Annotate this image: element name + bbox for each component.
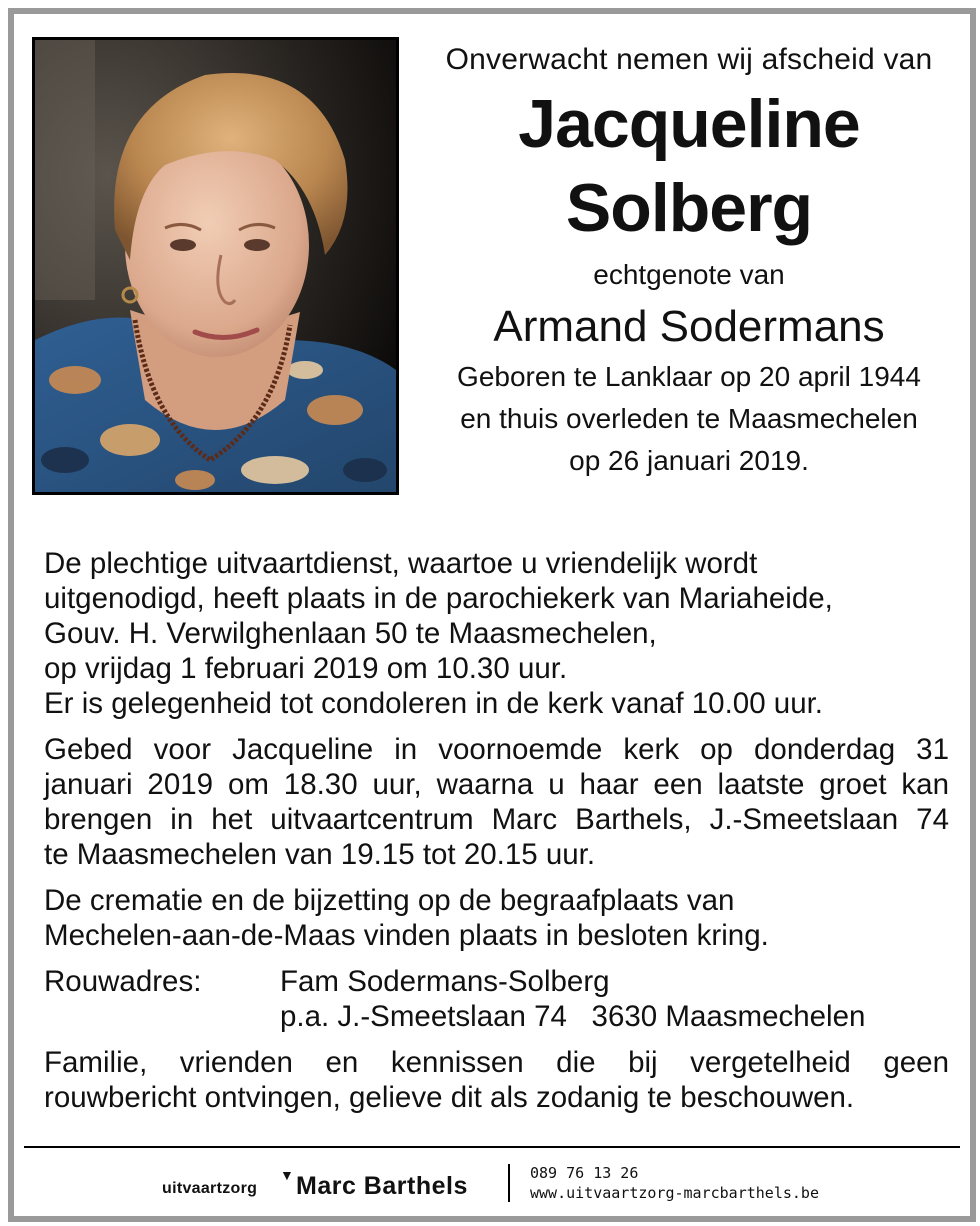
website-link[interactable]: www.uitvaartzorg-marcbarthels.be [530, 1184, 819, 1202]
address-line: p.a. J.-Smeetslaan 74 3630 Maasmechelen [280, 1000, 866, 1033]
portrait-photo [32, 37, 399, 495]
spouse-intro: echtgenote van [593, 259, 785, 290]
obituary-card [8, 8, 976, 1222]
closing-line: Familie, vrienden en kennissen die bij vergetelheid geen [44, 1046, 949, 1079]
mourning-address [44, 964, 949, 1034]
life-line: Geboren te Lanklaar op 20 april 1944 [457, 361, 921, 392]
footer [14, 1154, 970, 1209]
footer-separator [508, 1164, 510, 1202]
life-line: op 26 januari 2019. [569, 445, 809, 476]
prayer-line: brengen in het uitvaartcentrum Marc Barthels, J.-Smeetslaan 74 [44, 803, 949, 836]
prayer-line: Gebed voor Jacqueline in voornoemde kerk op donderdag 31 [44, 733, 949, 766]
service-line: uitgenodigd, heeft plaats in de parochiekerk van Mariaheide, [44, 582, 833, 615]
address-line: Fam Sodermans-Solberg [280, 965, 610, 998]
body-text [44, 546, 949, 1126]
phone-number: 089 76 13 26 [530, 1164, 639, 1182]
service-line: op vrijdag 1 februari 2019 om 10.30 uur. [44, 652, 568, 685]
address-lines [280, 964, 865, 1034]
portrait-illustration [35, 40, 396, 492]
spouse-name: Armand Sodermans [493, 302, 885, 351]
brand-prefix: uitvaartzorg [162, 1180, 258, 1197]
service-line: De plechtige uitvaartdienst, waartoe u vriendelijk wordt [44, 547, 758, 580]
footer-divider [24, 1146, 960, 1148]
deceased-first-name: Jacqueline [518, 86, 860, 162]
contact-info [530, 1163, 819, 1203]
cremation-paragraph [44, 883, 949, 953]
brand-triangle-icon: ▼ [280, 1167, 294, 1183]
closing-paragraph [44, 1045, 949, 1115]
cremation-line: De crematie en de bijzetting op de begraafplaats van [44, 884, 735, 917]
cremation-line: Mechelen-aan-de-Maas vinden plaats in besloten kring. [44, 919, 769, 952]
intro-text: Onverwacht nemen wij afscheid van [445, 43, 933, 76]
prayer-paragraph [44, 732, 949, 872]
header-block [419, 38, 959, 482]
address-label: Rouwadres: [44, 965, 202, 998]
prayer-line: te Maasmechelen van 19.15 tot 20.15 uur. [44, 838, 596, 871]
deceased-last-name: Solberg [565, 170, 813, 246]
service-line: Er is gelegenheid tot condoleren in de kerk vanaf 10.00 uur. [44, 687, 823, 720]
life-line: en thuis overleden te Maasmechelen [460, 403, 918, 434]
closing-line: rouwbericht ontvingen, gelieve dit als zodanig te beschouwen. [44, 1081, 855, 1114]
service-paragraph [44, 546, 949, 721]
prayer-line: januari 2019 om 18.30 uur, waarna u haar een laatste groet kan [44, 768, 949, 801]
service-line: Gouv. H. Verwilghenlaan 50 te Maasmechelen, [44, 617, 657, 650]
brand-name: Marc Barthels [296, 1172, 468, 1200]
